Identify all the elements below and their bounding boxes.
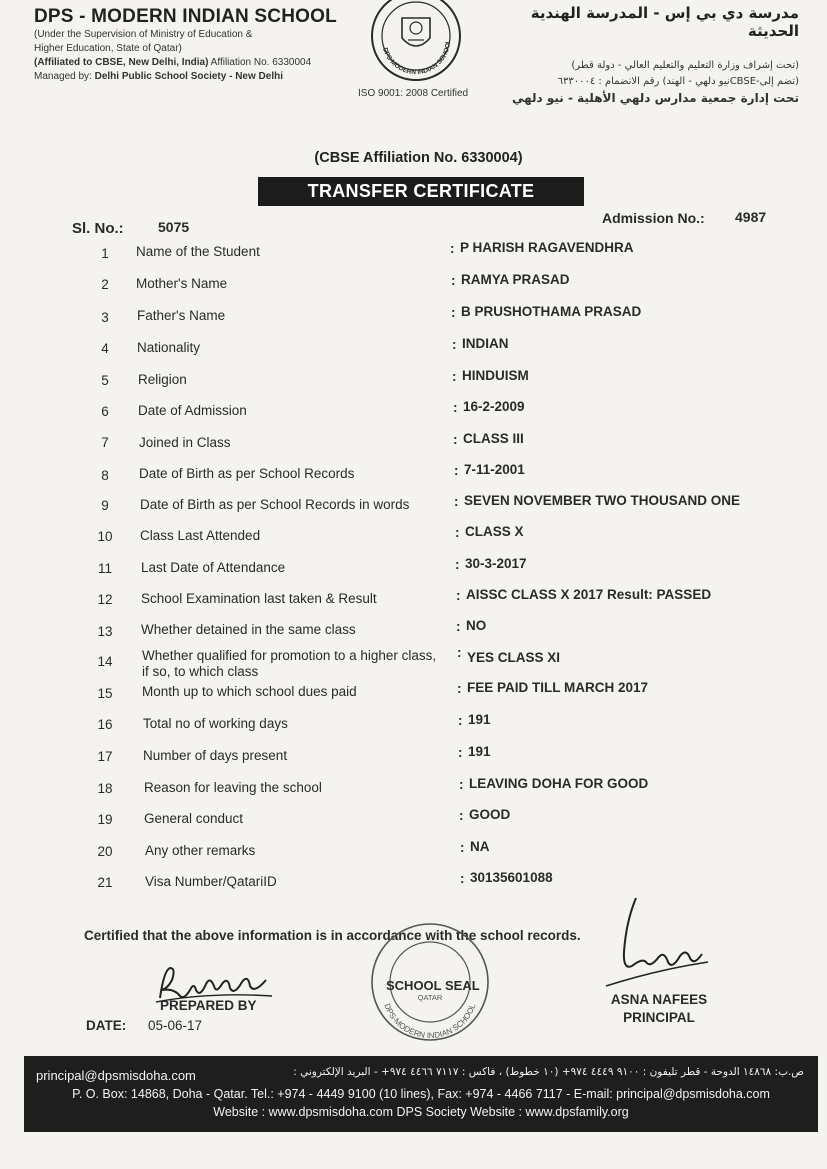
field-value: NO [466, 618, 487, 633]
arabic-supervision: (تحت إشراف وزارة التعليم والتعليم العالي - دولة قطر) [571, 60, 799, 71]
seal-ring-text: DPS-MODERN INDIAN SCHOOL [382, 1002, 478, 1041]
field-value: CLASS X [465, 524, 524, 539]
date-label: DATE: [86, 1018, 127, 1033]
managed-by-line [34, 70, 364, 84]
field-value: B PRUSHOTHAMA PRASAD [461, 304, 642, 319]
field-label: School Examination last taken & Result [141, 591, 377, 606]
footer-email: principal@dpsmisdoha.com [36, 1068, 196, 1083]
field-value: AISSC CLASS X 2017 Result: PASSED [466, 587, 712, 602]
svg-text:DPS-MODERN INDIAN SCHOOL [382, 1002, 477, 1040]
supervision-line-1: (Under the Supervision of Ministry of Education & [34, 29, 253, 40]
field-number: 12 [97, 592, 113, 607]
field-colon: : [457, 681, 462, 696]
field-label: Name of the Student [136, 244, 260, 259]
certificate-title: TRANSFER CERTIFICATE [258, 177, 584, 206]
field-number: 13 [97, 624, 113, 639]
field-number: 4 [101, 341, 109, 356]
field-colon: : [458, 713, 463, 728]
field-value: YES CLASS XI [467, 650, 561, 665]
field-colon: : [455, 557, 460, 572]
field-value: 7-11-2001 [464, 462, 525, 477]
arabic-school-name: مدرسة دي بي إس - المدرسة الهندية الحديثة [530, 4, 799, 40]
field-label: Nationality [137, 340, 201, 355]
field-colon: : [454, 463, 459, 478]
field-label: Visa Number/QatariID [145, 874, 277, 889]
field-label: Whether qualified for promotion to a higher class, [142, 648, 437, 663]
field-number: 21 [97, 875, 113, 890]
field-value: 16-2-2009 [463, 399, 525, 414]
principal-signature [596, 892, 716, 992]
field-number: 18 [97, 781, 113, 796]
field-value: LEAVING DOHA FOR GOOD [469, 776, 649, 791]
field-number: 16 [97, 717, 113, 732]
field-number: 10 [97, 529, 113, 544]
field-colon: : [453, 400, 458, 415]
footer-websites: Website : www.dpsmisdoha.com DPS Society Website : www.dpsfamily.org [213, 1105, 629, 1119]
field-label: Any other remarks [145, 843, 256, 858]
field-value: RAMYA PRASAD [461, 272, 570, 287]
field-colon: : [451, 305, 456, 320]
field-value: CLASS III [463, 431, 524, 446]
field-label: Class Last Attended [140, 528, 261, 543]
field-colon: : [452, 337, 457, 352]
logo-ring-text: DPS-MODERN INDIAN SCHOOL [381, 39, 453, 77]
field-colon: : [458, 745, 463, 760]
field-colon: : [456, 588, 461, 603]
field-number: 11 [97, 561, 112, 576]
admission-label: Admission No.: [602, 210, 705, 226]
field-number: 2 [101, 277, 109, 292]
field-colon: : [459, 808, 464, 823]
arabic-affiliation: (تضم إلى-CBSEنيو دلهي - الهند) رقم الانضمام : ٦٣٣٠٠٠٤ [557, 76, 799, 87]
admission-value: 4987 [735, 209, 767, 225]
footer-bar [24, 1056, 818, 1132]
cbse-affiliation: (CBSE Affiliation No. 6330004) [314, 150, 523, 166]
field-label: General conduct [144, 811, 244, 826]
certification-statement: Certified that the above information is in accordance with the school records. [84, 928, 581, 943]
field-number: 19 [97, 812, 113, 827]
field-colon: : [451, 273, 456, 288]
field-label: Joined in Class [139, 435, 231, 450]
field-number: 15 [97, 686, 113, 701]
managed-by-prefix: Managed by: [34, 71, 95, 82]
field-number: 7 [101, 435, 109, 450]
field-value: P HARISH RAGAVENDHRA [460, 240, 634, 255]
field-value: 30135601088 [470, 870, 553, 885]
school-seal-label: SCHOOL SEAL [386, 978, 480, 993]
affiliation-rest: Affiliation No. 6330004 [208, 57, 312, 68]
field-label: Father's Name [137, 308, 226, 323]
field-label: Reason for leaving the school [144, 780, 322, 795]
field-number: 3 [101, 310, 109, 325]
principal-title: PRINCIPAL [623, 1010, 695, 1025]
field-label: Religion [138, 372, 187, 387]
field-number: 9 [101, 498, 109, 513]
field-value: INDIAN [462, 336, 509, 351]
field-number: 20 [97, 844, 113, 859]
affiliation-bold: (Affiliated to CBSE, New Delhi, India) [34, 57, 209, 68]
field-label: Month up to which school dues paid [142, 684, 357, 699]
field-label: Number of days present [143, 748, 288, 763]
field-number: 6 [101, 404, 109, 419]
field-number: 17 [97, 749, 113, 764]
field-colon: : [456, 619, 461, 634]
field-label: Date of Birth as per School Records [139, 466, 355, 481]
managed-by-society: Delhi Public School Society - New Delhi [94, 71, 283, 82]
field-value: GOOD [469, 807, 511, 822]
field-label: Total no of working days [143, 716, 288, 731]
field-label: Date of Birth as per School Records in words [140, 497, 410, 512]
field-value: SEVEN NOVEMBER TWO THOUSAND ONE [464, 493, 741, 508]
field-label: Last Date of Attendance [141, 560, 286, 575]
field-value: NA [470, 839, 490, 854]
field-label: Mother's Name [136, 276, 228, 291]
field-label: Whether detained in the same class [141, 622, 356, 637]
supervision-line-2: Higher Education, State of Qatar) [34, 43, 182, 54]
field-value: 191 [468, 744, 491, 759]
footer-arabic-address: ص.ب: ١٤٨٦٨ الدوحة - قطر تليفون : ٩١٠٠ ٤٤٤٩ ٩٧٤+ (١٠ خطوط) ، فاكس : ٧١١٧ ٤٤٦٦ ٩٧٤+ - البريد الإلكتروني : [293, 1066, 804, 1078]
field-colon: : [450, 241, 455, 256]
serial-value: 5075 [158, 219, 190, 235]
footer-address: P. O. Box: 14868, Doha - Qatar. Tel.: +974 - 4449 9100 (10 lines), Fax: +974 - 4466 7117 - E-mail: principal@dpsmisdoha.com [72, 1087, 770, 1101]
field-number: 5 [101, 373, 109, 388]
iso-certification: ISO 9001: 2008 Certified [358, 88, 469, 99]
principal-name: ASNA NAFEES [610, 992, 708, 1007]
arabic-managed-by: تحت إدارة جمعية مدارس دلهي الأهلية - نيو دلهي [511, 91, 799, 105]
field-number: 8 [101, 468, 109, 483]
field-colon: : [459, 777, 464, 792]
field-colon: : [454, 494, 459, 509]
field-number: 14 [97, 654, 113, 669]
field-colon: : [455, 525, 460, 540]
affiliation-line [34, 56, 364, 70]
prepared-by-label: PREPARED BY [160, 998, 257, 1013]
svg-text:DPS-MODERN INDIAN SCHOOL [381, 39, 452, 76]
field-label-line-2: if so, to which class [142, 664, 259, 679]
field-colon: : [452, 369, 457, 384]
field-value: FEE PAID TILL MARCH 2017 [467, 680, 649, 695]
school-name: DPS - MODERN INDIAN SCHOOL [34, 6, 337, 27]
field-value: HINDUISM [462, 368, 529, 383]
field-value: 191 [468, 712, 491, 727]
field-colon: : [453, 432, 458, 447]
date-value: 05-06-17 [148, 1018, 203, 1033]
field-colon: : [457, 645, 462, 660]
field-number: 1 [101, 246, 109, 261]
field-colon: : [460, 871, 465, 886]
field-label: Date of Admission [138, 403, 247, 418]
serial-label: Sl. No.: [72, 220, 124, 237]
seal-country: QATAR [417, 993, 443, 1002]
field-value: 30-3-2017 [465, 556, 527, 571]
field-colon: : [460, 840, 465, 855]
